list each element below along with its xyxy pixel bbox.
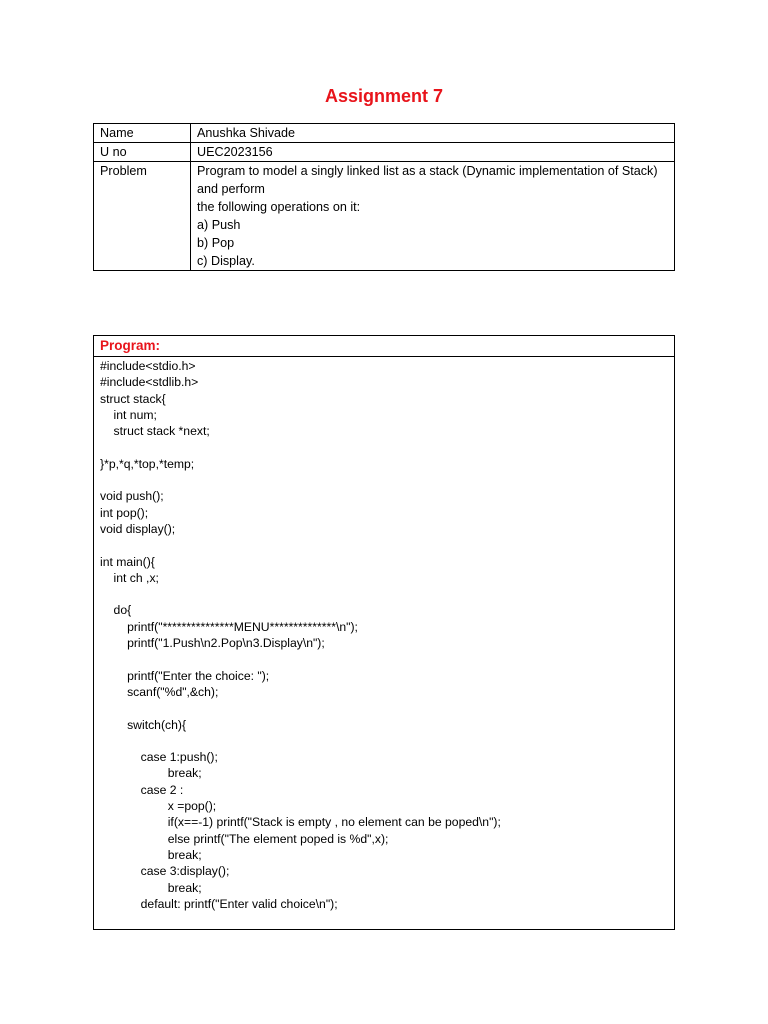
table-row	[94, 162, 675, 271]
code-line: void push();	[100, 489, 164, 504]
problem-label: Problem	[94, 162, 191, 271]
student-info-table	[93, 123, 675, 271]
code-line: switch(ch){	[100, 717, 187, 732]
program-box	[93, 335, 675, 930]
code-block	[94, 357, 674, 912]
code-line: int main(){	[100, 554, 155, 569]
code-line: default: printf("Enter valid choice\n");	[100, 896, 338, 911]
code-line: printf("1.Push\n2.Pop\n3.Display\n");	[100, 636, 325, 651]
code-line: #include<stdlib.h>	[100, 375, 199, 390]
code-line: struct stack *next;	[100, 424, 210, 439]
program-heading: Program:	[94, 336, 674, 357]
problem-line: c) Display.	[197, 254, 255, 268]
code-line	[100, 439, 674, 455]
code-line	[100, 700, 674, 716]
name-value: Anushka Shivade	[191, 124, 675, 143]
code-line: case 1:push();	[100, 750, 218, 765]
code-line: int num;	[100, 407, 157, 422]
code-line: }*p,*q,*top,*temp;	[100, 456, 195, 471]
code-line	[100, 651, 674, 667]
problem-line: a) Push	[197, 218, 241, 232]
code-line: break;	[100, 766, 202, 781]
uno-label: U no	[94, 143, 191, 162]
code-line: do{	[100, 603, 132, 618]
table-row	[94, 124, 675, 143]
code-line: #include<stdio.h>	[100, 359, 196, 373]
code-line: struct stack{	[100, 391, 166, 406]
uno-value: UEC2023156	[191, 143, 675, 162]
code-line	[100, 537, 674, 553]
code-line: case 2 :	[100, 782, 184, 797]
code-line: void display();	[100, 521, 176, 536]
code-line: printf("***************MENU**************\n");	[100, 619, 358, 634]
problem-line: b) Pop	[197, 236, 235, 250]
code-line	[100, 586, 674, 602]
code-line	[100, 472, 674, 488]
code-line	[100, 733, 674, 749]
problem-line: the following operations on it:	[197, 200, 361, 214]
table-row	[94, 143, 675, 162]
code-line: int ch ,x;	[100, 570, 159, 585]
code-line: int pop();	[100, 505, 149, 520]
problem-value	[191, 162, 675, 271]
code-line: scanf("%d",&ch);	[100, 684, 219, 699]
code-line: x =pop();	[100, 799, 217, 814]
page-title: Assignment 7	[324, 86, 444, 106]
name-label: Name	[94, 124, 191, 143]
code-line: break;	[100, 847, 202, 862]
code-line: else printf("The element poped is %d",x);	[100, 831, 389, 846]
code-line: printf("Enter the choice: ");	[100, 668, 270, 683]
code-line: break;	[100, 880, 202, 895]
code-line: if(x==-1) printf("Stack is empty , no element can be poped\n");	[100, 815, 501, 830]
problem-line: Program to model a singly linked list as a stack (Dynamic implementation of Stack) and perform	[197, 164, 658, 196]
code-line: case 3:display();	[100, 864, 230, 879]
